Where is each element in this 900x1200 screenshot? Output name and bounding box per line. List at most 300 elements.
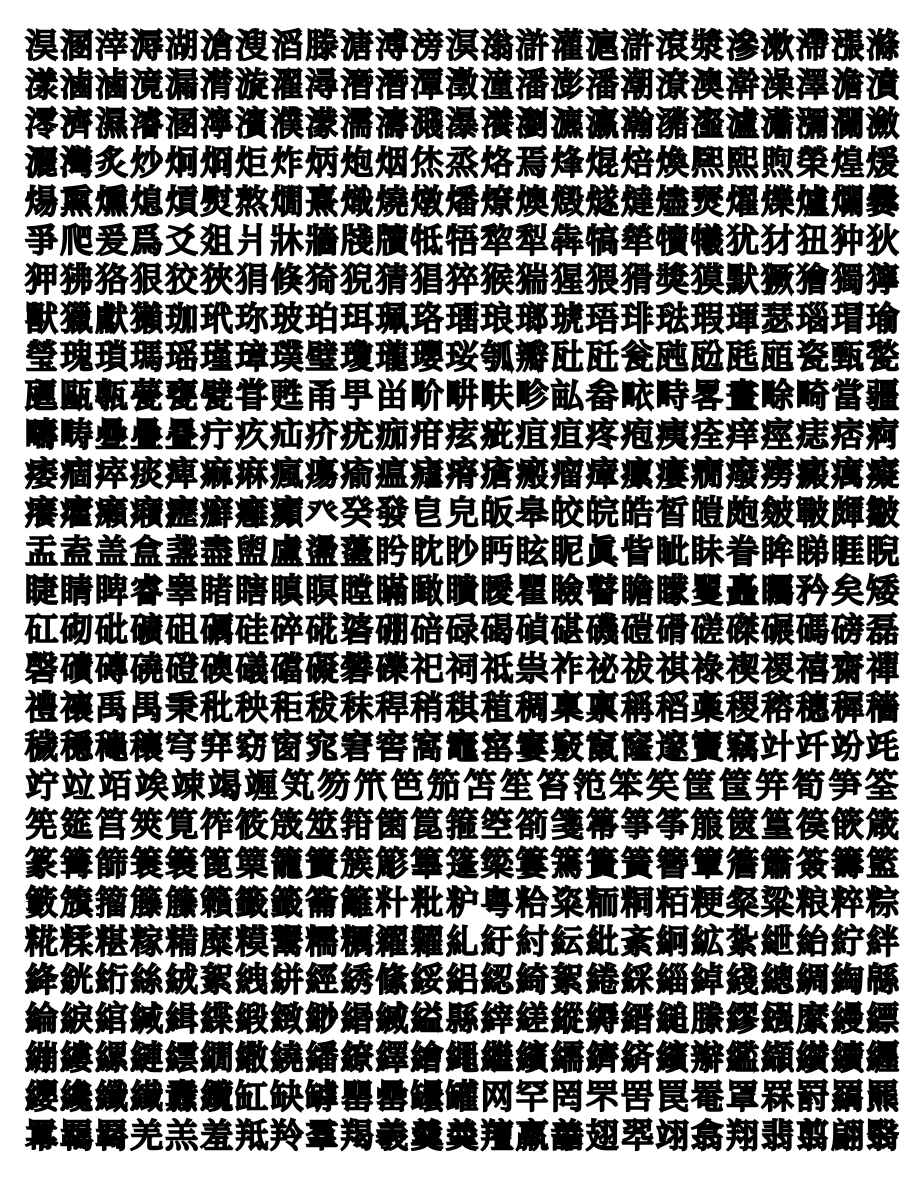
glyph-cell: 繃 [25,1038,59,1078]
glyph-cell: 縅 [375,999,409,1039]
glyph-cell: 痊 [690,415,724,455]
glyph-row [24,26,900,65]
glyph-cell: 笊 [354,765,388,805]
glyph-cell: 矜 [796,571,830,611]
glyph-cell: 稙 [480,687,514,727]
glyph-cell: 羝 [235,1116,269,1156]
glyph-cell: 糅 [60,921,94,961]
glyph-cell: 笳 [427,765,461,805]
glyph-cell: 礪 [200,610,234,650]
glyph-cell: 濆 [866,64,900,104]
glyph-cell: 紂 [515,921,549,961]
glyph-cell: 澪 [25,103,59,143]
glyph-cell: 倏 [270,259,304,299]
glyph-cell: 矗 [725,571,759,611]
glyph-cell: 竢 [135,765,169,805]
glyph-cell: 糴 [375,921,409,961]
glyph-cell: 瘤 [550,454,584,494]
glyph-cell: 瘡 [480,454,514,494]
glyph-cell: 瓸 [761,337,794,377]
glyph-cell: 纈 [761,1038,794,1078]
glyph-cell: 熨 [200,181,234,221]
glyph-cell: 榮 [796,142,830,182]
glyph-cell: 瞋 [270,571,304,611]
glyph-cell: 綛 [480,960,514,1000]
glyph-cell: 瀾 [831,103,865,143]
glyph-cell: 綵 [620,960,654,1000]
glyph-cell: 潛 [375,64,409,104]
glyph-cell: 盍 [60,532,94,572]
glyph-cell: 縉 [620,999,654,1039]
glyph-cell: 簇 [340,843,374,883]
glyph-cell: 綟 [60,999,94,1039]
glyph-cell: 羆 [866,1077,900,1117]
glyph-row [24,104,900,143]
glyph-cell: 窈 [235,726,269,766]
glyph-row [24,65,900,104]
glyph-cell: 眈 [410,532,444,572]
glyph-cell: 緕 [620,1038,654,1078]
glyph-cell: 漏 [165,64,199,104]
glyph-row [24,688,900,727]
glyph-cell: 瑟 [761,298,794,338]
glyph-cell: 翦 [796,1116,830,1156]
glyph-cell: 盒 [130,532,164,572]
glyph-cell: 穢 [25,726,59,766]
glyph-cell: 皀 [410,493,444,533]
glyph-cell: 稟 [550,687,584,727]
glyph-cell: 筌 [865,765,899,805]
glyph-cell: 簧 [620,843,654,883]
glyph-cell: 粤 [480,882,514,922]
glyph-cell: 矮 [866,571,900,611]
glyph-cell: 狆 [831,220,865,260]
glyph-cell: 癡 [866,454,900,494]
glyph-cell: 縢 [690,999,724,1039]
glyph-cell: 畸 [796,376,830,416]
glyph-cell: 癬 [200,493,234,533]
glyph-cell: 縲 [95,1038,129,1078]
glyph-cell: 烝 [445,142,479,182]
glyph-cell: 秉 [165,687,199,727]
glyph-cell: 窩 [410,726,444,766]
glyph-cell: 窗 [270,726,304,766]
glyph-cell: 盞 [165,532,199,572]
glyph-cell: 疽 [515,415,549,455]
glyph-cell: 筝 [655,804,689,844]
glyph-cell: 瞿 [515,571,549,611]
glyph-cell: 籀 [95,882,129,922]
glyph-cell: 焉 [515,142,549,182]
glyph-cell: 瘋 [270,454,304,494]
glyph-cell: 瞶 [445,571,479,611]
glyph-cell: 皚 [690,493,724,533]
glyph-cell: 滰 [130,64,164,104]
glyph-cell: 粹 [831,882,865,922]
glyph-row [24,415,900,454]
glyph-cell: 簀 [305,843,339,883]
glyph-cell: 箴 [866,804,900,844]
glyph-cell: 緡 [340,999,374,1039]
glyph-cell: 琺 [655,298,689,338]
glyph-cell: 溷 [165,103,199,143]
glyph-cell: 竡 [98,765,132,805]
glyph-cell: 疔 [200,415,234,455]
glyph-cell: 溏 [340,25,374,65]
glyph-cell: 癶 [305,493,339,533]
glyph-cell: 磧 [60,648,94,688]
glyph-cell: 盧 [270,532,304,572]
glyph-cell: 煬 [25,181,59,221]
glyph-cell: 皓 [620,493,654,533]
glyph-cell: 瀏 [515,103,549,143]
glyph-cell: 眦 [655,532,689,572]
glyph-cell: 籟 [200,882,234,922]
glyph-cell: 爼 [200,220,234,260]
glyph-cell: 瓊 [340,337,374,377]
glyph-cell: 瞻 [620,571,654,611]
glyph-cell: 粃 [410,882,444,922]
glyph-cell: 皃 [445,493,479,533]
glyph-cell: 縊 [410,999,444,1039]
glyph-cell: 禺 [130,687,164,727]
glyph-cell: 綽 [690,960,724,1000]
glyph-cell: 縟 [585,999,619,1039]
glyph-cell: 眥 [620,532,654,572]
glyph-cell: 痃 [445,415,479,455]
glyph-cell: 滄 [200,25,234,65]
glyph-cell: 繽 [655,1038,689,1078]
glyph-cell: 睥 [95,571,129,611]
glyph-cell: 稷 [725,687,759,727]
glyph-cell: 穽 [200,726,234,766]
glyph-cell: 羃 [25,1116,59,1156]
glyph-cell: 粐 [445,882,479,922]
glyph-cell: 狃 [796,220,830,260]
glyph-cell: 篁 [761,804,794,844]
glyph-cell: 盪 [305,532,339,572]
glyph-cell: 燬 [550,181,584,221]
glyph-cell: 癆 [761,454,794,494]
glyph-cell: 炒 [130,142,164,182]
glyph-cell: 箟 [410,804,444,844]
glyph-cell: 緜 [866,960,900,1000]
glyph-cell: 竝 [62,765,96,805]
glyph-cell: 罨 [690,1077,724,1117]
glyph-cell: 纖 [95,1077,129,1117]
glyph-cell: 瘍 [305,454,339,494]
glyph-cell: 珈 [165,298,199,338]
glyph-cell: 篏 [831,804,865,844]
glyph-cell: 繧 [165,1038,199,1078]
glyph-cell: 磴 [165,648,199,688]
glyph-cell: 痰 [130,454,164,494]
glyph-cell: 竍 [761,726,794,766]
glyph-cell: 縹 [866,999,900,1039]
glyph-cell: 籐 [130,882,164,922]
glyph-cell: 竰 [244,765,278,805]
glyph-cell: 牘 [375,220,409,260]
glyph-cell: 睿 [130,571,164,611]
glyph-cell: 笙 [500,765,534,805]
glyph-cell: 痳 [235,454,269,494]
glyph-cell: 碎 [270,610,304,650]
glyph-row [24,260,900,299]
glyph-cell: 盂 [25,532,59,572]
glyph-cell: 熏 [60,181,94,221]
glyph-cell: 糒 [165,921,199,961]
glyph-cell: 灑 [25,142,59,182]
glyph-cell: 翊 [655,1116,689,1156]
glyph-cell: 箍 [445,804,479,844]
glyph-cell: 羲 [375,1116,409,1156]
glyph-cell: 炸 [270,142,304,182]
glyph-cell: 畛 [515,376,549,416]
glyph-row [24,610,900,649]
glyph-cell: 絋 [690,921,724,961]
glyph-cell: 羞 [200,1116,234,1156]
glyph-cell: 爿 [235,220,269,260]
glyph-cell: 罧 [761,1077,794,1117]
glyph-cell: 癇 [690,454,724,494]
glyph-cell: 猜 [375,259,409,299]
glyph-cell: 硴 [305,610,339,650]
glyph-cell: 礒 [235,648,269,688]
glyph-cell: 癨 [60,493,94,533]
glyph-cell: 當 [831,376,865,416]
glyph-cell: 疸 [550,415,584,455]
glyph-cell: 筺 [719,765,753,805]
glyph-cell: 畴 [60,415,94,455]
glyph-cell: 痍 [655,415,689,455]
glyph-cell: 碣 [480,610,514,650]
glyph-cell: 澣 [725,64,759,104]
glyph-cell: 狒 [60,259,94,299]
glyph-cell: 纎 [130,1077,164,1117]
glyph-cell: 繦 [761,999,794,1039]
glyph-cell: 綉 [340,960,374,1000]
glyph-cell: 滃 [480,25,514,65]
glyph-cell: 瓣 [515,337,549,377]
glyph-cell: 祺 [655,648,689,688]
glyph-cell: 糂 [95,921,129,961]
glyph-cell: 狹 [200,259,234,299]
glyph-cell: 秬 [270,687,304,727]
glyph-cell: 皸 [796,493,830,533]
glyph-cell: 罟 [620,1077,654,1117]
glyph-cell: 癲 [270,493,304,533]
glyph-cell: 窕 [305,726,339,766]
glyph-row [24,1038,900,1077]
glyph-cell: 甓 [200,376,234,416]
glyph-cell: 羹 [410,1116,444,1156]
glyph-cell: 牋 [340,220,374,260]
glyph-cell: 穉 [831,687,865,727]
glyph-cell: 羣 [305,1116,339,1156]
glyph-cell: 罍 [375,1077,409,1117]
glyph-cell: 笞 [536,765,570,805]
glyph-cell: 篋 [725,804,759,844]
glyph-cell: 磯 [585,610,619,650]
glyph-cell: 竚 [25,765,59,805]
glyph-row [24,1077,900,1116]
glyph-cell: 緘 [130,999,164,1039]
glyph-cell: 糶 [410,921,444,961]
glyph-cell: 穰 [130,726,164,766]
glyph-cell: 緻 [270,999,304,1039]
glyph-cell: 烟 [375,142,409,182]
glyph-cell: 篆 [25,843,59,883]
glyph-cell: 簔 [165,843,199,883]
glyph-cell: 潯 [305,64,339,104]
glyph-cell: 眩 [515,532,549,572]
glyph-cell: 罠 [655,1077,689,1117]
glyph-row [24,571,900,610]
glyph-cell: 矍 [690,571,724,611]
glyph-cell: 瀌 [550,103,584,143]
glyph-cell: 畊 [445,376,479,416]
glyph-cell: 筰 [200,804,234,844]
glyph-cell: 瞽 [585,571,619,611]
glyph-cell: 繖 [235,1038,269,1078]
glyph-cell: 絽 [445,960,479,1000]
glyph-row [24,766,900,805]
glyph-cell: 滔 [270,25,304,65]
glyph-cell: 瓮 [620,337,654,377]
glyph-cell: 笶 [646,765,680,805]
glyph-cell: 縒 [515,999,549,1039]
glyph-cell: 簗 [480,843,514,883]
glyph-cell: 縋 [655,999,689,1039]
glyph-cell: 澎 [550,64,584,104]
glyph-cell: 疱 [620,415,654,455]
glyph-cell: 祚 [550,648,584,688]
glyph-cell: 粱 [761,882,794,922]
glyph-cell: 獵 [60,298,94,338]
glyph-cell: 竅 [550,726,584,766]
glyph-cell: 瑶 [165,337,199,377]
glyph-row [24,454,900,493]
glyph-cell: 籃 [866,843,900,883]
glyph-cell: 瀣 [690,103,724,143]
glyph-cell: 燔 [445,181,479,221]
glyph-cell: 筮 [305,804,339,844]
glyph-cell: 絮 [200,960,234,1000]
glyph-cell: 纉 [796,1038,830,1078]
glyph-cell: 珸 [585,298,619,338]
glyph-cell: 筐 [682,765,716,805]
glyph-cell: 羔 [165,1116,199,1156]
glyph-cell: 眞 [585,532,619,572]
glyph-cell: 痿 [25,454,59,494]
glyph-cell: 皹 [831,493,865,533]
glyph-cell: 繹 [375,1038,409,1078]
glyph-cell: 皺 [866,493,900,533]
glyph-cell: 猴 [480,259,514,299]
glyph-cell: 罕 [515,1077,549,1117]
glyph-cell: 箝 [340,804,374,844]
glyph-cell: 瓰 [690,337,724,377]
glyph-cell: 祗 [480,648,514,688]
glyph-cell: 粨 [655,882,689,922]
glyph-cell: 辮 [690,1038,724,1078]
glyph-cell: 爍 [761,181,794,221]
glyph-cell: 澹 [831,64,865,104]
glyph-cell: 譱 [550,1116,584,1156]
glyph-cell: 溲 [235,25,269,65]
glyph-cell: 稍 [410,687,444,727]
glyph-cell: 癈 [725,454,759,494]
glyph-cell: 犹 [725,220,759,260]
glyph-cell: 痂 [375,415,409,455]
glyph-cell: 熬 [235,181,269,221]
glyph-cell: 烋 [410,142,444,182]
glyph-cell: 碆 [340,610,374,650]
glyph-cell: 犂 [480,220,514,260]
glyph-cell: 瀟 [761,103,794,143]
glyph-cell: 濛 [305,103,339,143]
glyph-cell: 瑣 [95,337,129,377]
glyph-cell: 秧 [235,687,269,727]
glyph-cell: 羯 [340,1116,374,1156]
glyph-cell: 邃 [655,726,689,766]
glyph-cell: 瑰 [60,337,94,377]
glyph-cell: 痙 [761,415,794,455]
glyph-cell: 簑 [130,843,164,883]
glyph-cell: 翩 [831,1116,865,1156]
glyph-cell: 粽 [866,882,900,922]
glyph-cell: 痞 [831,415,865,455]
glyph-cell: 潮 [620,64,654,104]
glyph-cell: 獗 [761,259,794,299]
glyph-cell: 綰 [95,999,129,1039]
glyph-cell: 繿 [725,1038,759,1078]
glyph-cell: 琿 [725,298,759,338]
glyph-cell: 穹 [165,726,199,766]
glyph-cell: 禊 [725,648,759,688]
glyph-cell: 猗 [305,259,339,299]
glyph-cell: 羌 [130,1116,164,1156]
glyph-cell: 甄 [831,337,865,377]
glyph-cell: 秕 [200,687,234,727]
glyph-cell: 畩 [620,376,654,416]
glyph-cell: 瞰 [410,571,444,611]
glyph-cell: 竇 [690,726,724,766]
glyph-cell: 猯 [515,259,549,299]
glyph-cell: 箏 [620,804,654,844]
glyph-cell: 瓠 [480,337,514,377]
glyph-cell: 笋 [828,765,862,805]
glyph-row [24,182,900,221]
glyph-cell: 眄 [480,532,514,572]
glyph-cell: 籏 [60,882,94,922]
glyph-cell: 繞 [270,1038,304,1078]
glyph-cell: 牆 [305,220,339,260]
glyph-cell: 筥 [95,804,129,844]
glyph-cell: 緞 [235,999,269,1039]
glyph-cell: 篌 [796,804,830,844]
glyph-row [24,338,900,377]
glyph-cell: 畍 [410,376,444,416]
glyph-cell: 窶 [515,726,549,766]
glyph-cell: 焜 [585,142,619,182]
glyph-cell: 簓 [375,843,409,883]
glyph-cell: 盡 [200,532,234,572]
glyph-cell: 疣 [340,415,374,455]
glyph-cell: 滂 [410,25,444,65]
glyph-cell: 煌 [831,142,865,182]
glyph-cell: 翳 [866,1116,900,1156]
